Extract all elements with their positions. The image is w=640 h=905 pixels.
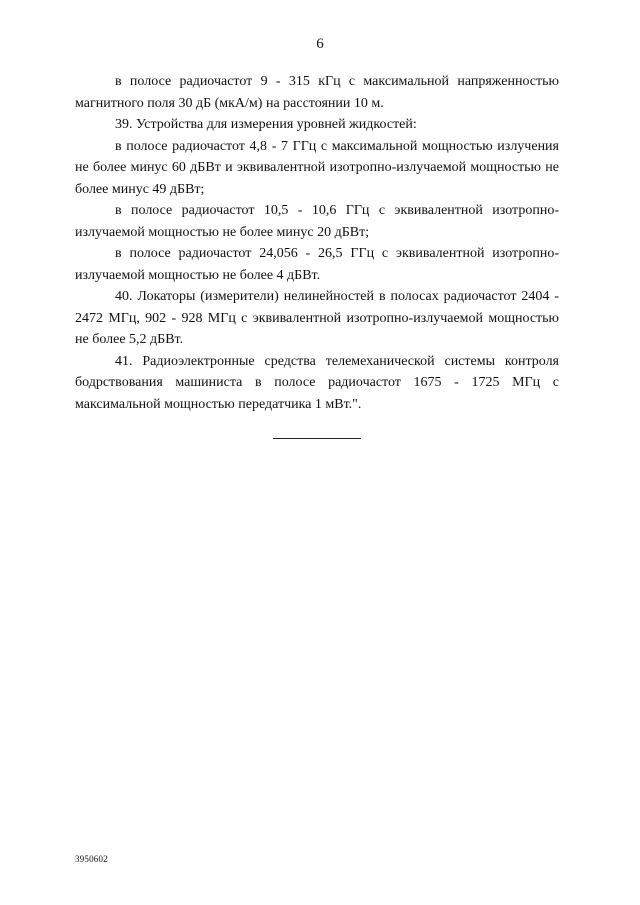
document-code: 3950602: [75, 854, 108, 864]
paragraph-magnetic-field: в полосе радиочастот 9 - 315 кГц с максимальной напряженностью магнитного поля 30 дБ (мкА/м) на расстоянии 10 м.: [75, 74, 559, 111]
page-number: 6: [316, 36, 324, 52]
paragraph-band-24-056-26-5-ghz: в полосе радиочастот 24,056 - 26,5 ГГц с эквивалентной изотропно-излучаемой мощностью не более 4 дБВт.: [75, 246, 559, 283]
paragraph-band-4-8-7-ghz: в полосе радиочастот 4,8 - 7 ГГц с максимальной мощностью излучения не более минус 60 дБВт и эквивалентной изотропно-излучаемой мощностью не более минус 49 дБВт;: [75, 138, 559, 197]
paragraph-band-10-5-10-6-ghz: в полосе радиочастот 10,5 - 10,6 ГГц с эквивалентной изотропно-излучаемой мощностью не более минус 20 дБВт;: [75, 203, 559, 240]
paragraph-item-40: 40. Локаторы (измерители) нелинейностей в полосах радиочастот 2404 - 2472 МГц, 902 - 928 МГц с эквивалентной изотропно-излучаемой мощностью не более 5,2 дБВт.: [75, 289, 559, 347]
paragraph-item-41: 41. Радиоэлектронные средства телемеханической системы контроля бодрствования машиниста в полосе радиочастот 1675 - 1725 МГц с максимальной мощностью передатчика 1 мВт.".: [75, 353, 559, 412]
paragraph-item-39-heading: 39. Устройства для измерения уровней жидкостей:: [115, 117, 417, 132]
document-body: [75, 71, 559, 415]
closing-rule: [273, 438, 361, 439]
